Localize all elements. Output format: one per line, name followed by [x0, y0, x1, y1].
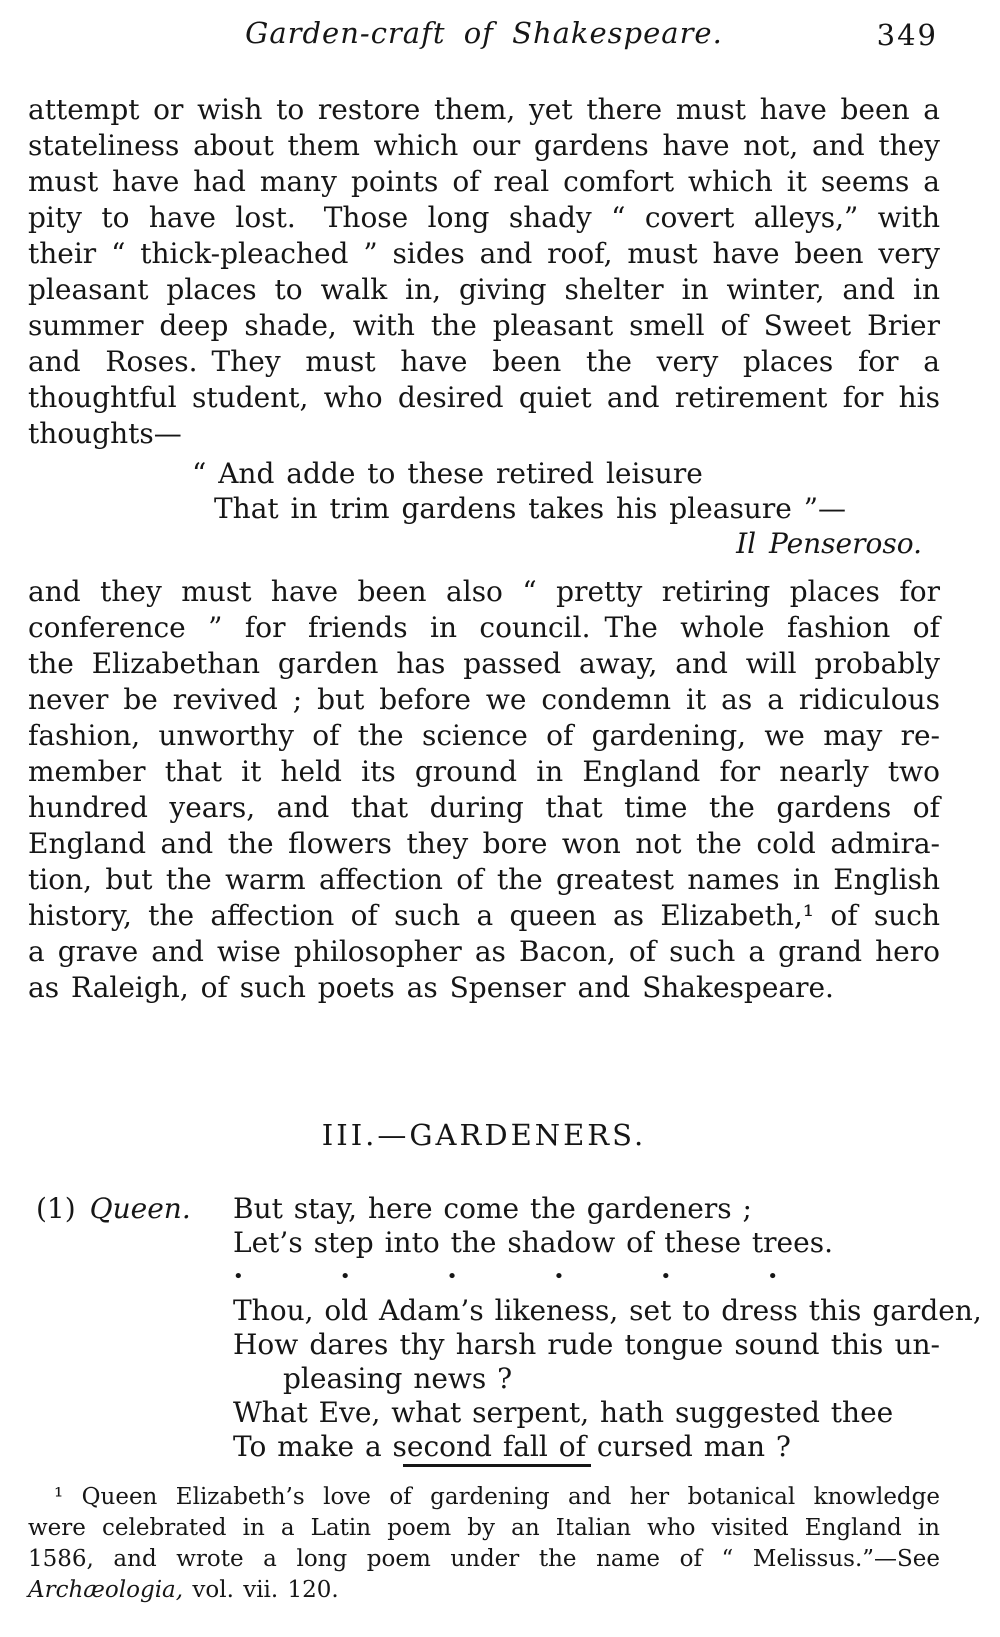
text-line: a grave and wise philosopher as Bacon, of such a grand hero	[28, 935, 940, 968]
text-line: never be revived ; but before we condemn it as a ridiculous	[28, 683, 940, 716]
speaker-number: (1)	[36, 1192, 76, 1225]
footnote-work-title: Archæologia,	[28, 1577, 184, 1603]
text-line: history, the affection of such a queen as Elizabeth,¹ of such	[28, 899, 940, 932]
text-line: fashion, unworthy of the science of gardening, we may re-	[28, 719, 940, 752]
text-line: summer deep shade, with the pleasant smell of Sweet Brier	[28, 309, 940, 342]
text-line: and they must have been also “ pretty retiring places for	[28, 575, 940, 608]
verse-line: To make a second fall of cursed man ?	[233, 1430, 791, 1463]
verse-block	[233, 1192, 982, 1464]
quote-line: That in trim gardens takes his pleasure ”—	[214, 492, 847, 525]
omission-ellipsis	[233, 1260, 778, 1294]
text-line: thoughts—	[28, 417, 182, 450]
speaker-label	[36, 1192, 191, 1225]
verse-line: pleasing news ?	[283, 1362, 513, 1395]
text-line: must have had many points of real comfort which it seems a	[28, 165, 940, 198]
footnote-line: were celebrated in a Latin poem by an Italian who visited England in	[28, 1515, 940, 1541]
page-title: Garden-craft of Shakespeare.	[245, 16, 723, 50]
text-line: their “ thick-pleached ” sides and roof, must have been very	[28, 237, 940, 270]
page-number: 349	[876, 18, 938, 52]
text-line: attempt or wish to restore them, yet there must have been a	[28, 93, 940, 126]
text-line: England and the flowers they bore won not the cold admira-	[28, 827, 940, 860]
running-head	[28, 16, 940, 56]
section-heading: III.—GARDENERS.	[321, 1118, 647, 1152]
footnote-rule	[403, 1464, 591, 1467]
text-line: and Roses. They must have been the very places for a	[28, 345, 940, 378]
text-line: pity to have lost. Those long shady “ covert alleys,” with	[28, 201, 940, 234]
verse-line: Thou, old Adam’s likeness, set to dress this garden,	[233, 1294, 982, 1327]
ellipsis-dot-icon: •	[660, 1266, 672, 1287]
ellipsis-dot-icon: •	[767, 1266, 778, 1287]
speaker-name: Queen.	[89, 1192, 191, 1225]
footnote-reference: vol. vii. 120.	[183, 1577, 339, 1603]
text-line: stateliness about them which our gardens have not, and they	[28, 129, 940, 162]
text-line: the Elizabethan garden has passed away, and will probably	[28, 647, 940, 680]
text-line: tion, but the warm affection of the greatest names in English	[28, 863, 940, 896]
footnote-line	[28, 1575, 940, 1606]
quote-attribution: Il Penseroso.	[736, 527, 922, 560]
ellipsis-dot-icon: •	[446, 1266, 458, 1287]
footnote-line: ¹ Queen Elizabeth’s love of gardening and her botanical knowledge	[54, 1484, 940, 1510]
verse-line: How dares thy harsh rude tongue sound this un-	[233, 1328, 940, 1361]
footnote-line: 1586, and wrote a long poem under the name of “ Melissus.”—See	[28, 1546, 940, 1572]
ellipsis-dot-icon: •	[233, 1266, 244, 1287]
text-line: member that it held its ground in England for nearly two	[28, 755, 940, 788]
verse-quote	[192, 456, 940, 561]
text-line: thoughtful student, who desired quiet and retirement for his	[28, 381, 940, 414]
quote-line: “ And adde to these retired leisure	[192, 457, 703, 490]
text-line: as Raleigh, of such poets as Spenser and Shakespeare.	[28, 971, 834, 1004]
verse-line: What Eve, what serpent, hath suggested thee	[233, 1396, 894, 1429]
text-line: pleasant places to walk in, giving shelter in winter, and in	[28, 273, 940, 306]
verse-line: But stay, here come the gardeners ;	[233, 1192, 752, 1225]
ellipsis-dot-icon: •	[339, 1266, 351, 1287]
ellipsis-dot-icon: •	[553, 1266, 565, 1287]
dialogue-block	[28, 1192, 982, 1464]
paragraph-2	[28, 574, 940, 1006]
footnote	[28, 1482, 940, 1606]
verse-line: Let’s step into the shadow of these trees.	[233, 1226, 833, 1259]
paragraph-1	[28, 92, 940, 452]
text-line: conference ” for friends in council. The whole fashion of	[28, 611, 940, 644]
text-line: hundred years, and that during that time the gardens of	[28, 791, 940, 824]
